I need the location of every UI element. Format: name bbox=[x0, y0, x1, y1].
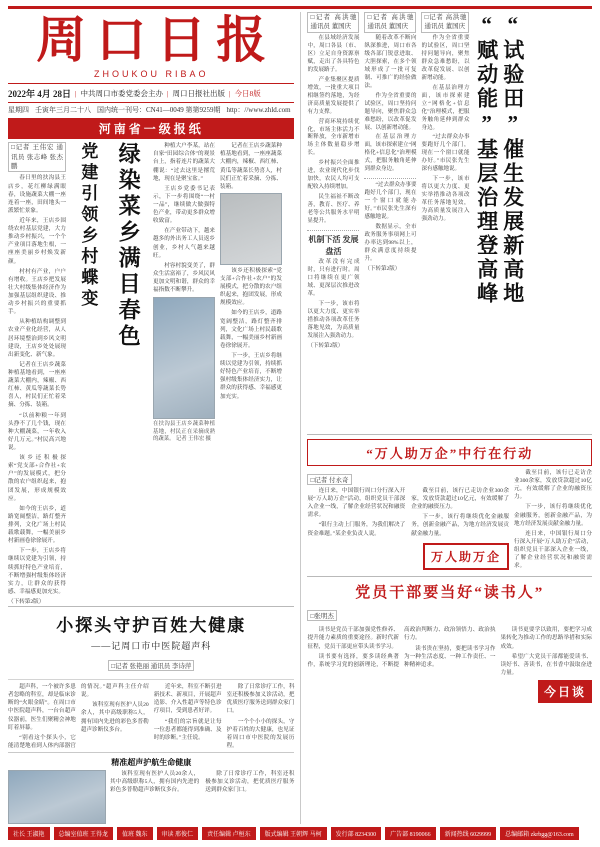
feature-col-2 bbox=[364, 12, 416, 430]
health-article-title: 小探头守护百姓大健康 bbox=[56, 616, 247, 636]
health-inset-p-0: 该科室现有医护人员20余人，其中高级职称5人，拥有国内先进的彩色多普勒超声诊断仪多台。 bbox=[110, 771, 200, 794]
info-rule bbox=[8, 102, 294, 103]
feature-byline-left: □记者 高洪驰 通讯员 董国庆 bbox=[307, 12, 359, 33]
health-p-5: 除了日常诊疗工作，科室还积极参加义诊活动，把优质医疗服务送到群众家门口。 bbox=[226, 684, 295, 715]
footer-item-6: 发行部 8234300 bbox=[331, 827, 382, 840]
feature-col-3 bbox=[421, 12, 469, 430]
footer-item-9: 总编邮箱 zkrbgg@163.com bbox=[500, 827, 579, 840]
left-divider bbox=[8, 606, 294, 607]
commentary-title: 党员干部要当好“读书人” bbox=[355, 585, 545, 602]
page-columns bbox=[8, 12, 592, 824]
health-article-byline: □记者 张艳丽 通讯员 李诗萍 bbox=[108, 660, 194, 671]
footer-item-5: 版式编辑 王朝辉 马柯 bbox=[260, 827, 327, 840]
lead-p-5: “以前种粮一年到头挣不了几个钱，现在种大棚蔬菜，一年收入好几万元。”村民高兴地说。 bbox=[8, 412, 66, 451]
publication-date: 2022年 4月 28日 bbox=[8, 89, 72, 100]
feature-c1-6: 下一步，该市将以更大力度、更实举措推动各项改革任务落地见效，为高质量发展注入强劲动力。 bbox=[307, 301, 360, 340]
footer-item-0: 社长 王淑艳 bbox=[8, 827, 50, 840]
masthead-item-1: 周口日报社出版 bbox=[172, 89, 226, 99]
feature-c2-5: （下转第2版） bbox=[364, 266, 401, 272]
feature-c3-3: 下一步，该市将以更大力度、更实举措推动各项改革任务落地见效，为高质量发展注入强劲动力。 bbox=[421, 176, 470, 223]
health-inset bbox=[8, 752, 294, 824]
lead-c2-2: 在产业带动下，越来越多的外出务工人员返乡创业，乡村人气越来越旺。 bbox=[153, 228, 215, 259]
lead-p-1: 近年来，王店乡围绕农村基层党建，大力推动乡村振兴，一个个产业项目落地生根，一座座美丽乡村焕发新颜。 bbox=[8, 218, 66, 265]
lead-article-col-1 bbox=[8, 142, 66, 605]
bank-side-p-1: 下一步，该行将继续优化金融服务，创新金融产品，为地方经济发展贡献金融力量。 bbox=[514, 504, 592, 527]
masthead-item-0: 中共周口市委党委会主办 bbox=[80, 89, 164, 99]
health-p-0: 超声科，一个被许多患者忽略的科室，却是临床诊断的“火眼金睛”。在周口市中医院超声科，一台台超声仪器前，医生们聚精会神地盯着屏幕。 bbox=[8, 684, 76, 731]
lead-vertical-title-wrap bbox=[108, 142, 148, 602]
masthead-item-2: 今日8版 bbox=[234, 89, 261, 99]
footer-item-3: 审读 邢俊仁 bbox=[157, 827, 199, 840]
left-column bbox=[8, 12, 294, 824]
lead-article-photo-2 bbox=[220, 193, 282, 265]
lead-c3-1: 该乡还积极探索“党支部+合作社+农户”的发展模式，把分散的农户组织起来，抱团发展，形成规模效应。 bbox=[220, 267, 282, 307]
lead-article-photo-caption: 在扶沟县王店乡蔬菜种植基地，村民正在采摘成熟的蔬菜。 记者 王伟宏 摄 bbox=[153, 421, 215, 443]
lead-c3-0: 记者在王店乡蔬菜种植基地看到，一座座蔬菜大棚内，辣椒、西红柿、黄瓜等蔬菜长势喜人，村民们正忙着采摘、分拣、装箱。 bbox=[220, 143, 282, 190]
lead-article-col-2 bbox=[153, 142, 215, 602]
feature-c3-2: “过去群众办事要跑好几个部门，现在一个窗口就能办好。”市民张先生深有感触地说。 bbox=[421, 134, 470, 173]
lead-c2-3: 村容村貌变美了，群众生活富裕了，乡风民风更加文明和谐，群众的幸福指数不断攀升。 bbox=[153, 262, 215, 294]
lead-p-8: 下一步，王店乡将继续以党建为引领，持续抓好特色产业培育，不断增强村级集体经济实力，让群众的获得感、幸福感更加充实。 bbox=[8, 548, 66, 595]
feature-c1-2: 营商环境持续优化，市场主体活力不断释放，全市新增市场主体数量稳步增长。 bbox=[307, 118, 360, 157]
lead-p-7: 如今的王店乡，道路宽阔整洁，路灯整齐排列，文化广场上村民载歌载舞，一幅美丽乡村新画卷徐徐展开。 bbox=[8, 505, 66, 545]
lead-article-left bbox=[8, 142, 294, 605]
health-article-subtitle: ——记周口市中医院超声科 bbox=[91, 641, 212, 652]
bank-article bbox=[307, 439, 592, 572]
lead-article-subtitle: 党建引领乡村蝶变 bbox=[78, 142, 98, 311]
bank-p-0: 连日来，中国银行周口分行深入开展“万人助万企”活动，组织党员干部深入企业一线，了解企业经营状况和融资需求。 bbox=[307, 488, 406, 519]
masthead bbox=[8, 12, 294, 79]
lead-p-3: 从种植结构调整到农业产业化经营，从人居环境整治到乡风文明建设，王店乡处处展现出新变化、新气象。 bbox=[8, 319, 66, 358]
health-p-3: 近年来，科室不断引进新技术、新项目，开展超声造影、介入性超声等特色诊疗项目，受到患者好评。 bbox=[153, 684, 222, 715]
right-divider-2 bbox=[307, 576, 592, 577]
health-inset-p-1: 除了日常诊疗工作，科室还积极参加义诊活动，把优质医疗服务送到群众家门口。 bbox=[205, 771, 295, 794]
feature-title-line-2: “赋动能”基层治理登高峰 bbox=[474, 12, 499, 306]
lead-horizontal-title-wrap bbox=[71, 142, 103, 602]
commentary-p-0: 读书是党员干部加强党性修养、提升能力素质的重要途径。新时代新征程，党员干部更应带头读书学习。 bbox=[307, 627, 399, 650]
lunar-date: 壬寅年三月二十八 bbox=[35, 106, 91, 115]
page-footer bbox=[8, 827, 592, 840]
lead-c2-0: 种植大户李某，站在自家“田园综合体”的观景台上，指着连片的蔬菜大棚说：“过去这里是撂荒地，现在是聚宝盆。” bbox=[153, 143, 215, 182]
feature-article bbox=[307, 12, 592, 430]
commentary-byline: □张明杰 bbox=[307, 610, 336, 621]
right-column bbox=[300, 12, 592, 824]
feature-c2-2: 在基层治理方面，该市探索建立“网格化+信息化”治理模式，把服务触角延伸到群众身边。 bbox=[364, 134, 417, 173]
feature-byline-right: □记者 高洪驰 通讯员 董国庆 bbox=[421, 12, 469, 33]
feature-c2-4: 数据显示，全市政务服务事项网上可办率达到98%以上，群众满意度持续提升。 bbox=[364, 224, 417, 263]
bank-p-3: 下一步，该行将继续优化金融服务，创新金融产品，为地方经济发展贡献金融力量。 bbox=[411, 514, 509, 537]
masthead-info-line-2 bbox=[8, 104, 294, 116]
feature-c1-7: （下转第2版） bbox=[307, 343, 344, 349]
feature-c2-0: 随着改革不断向纵深推进，周口市各级各部门锐意进取、大胆探索，在多个领域形成了一批可复制、可推广的经验做法。 bbox=[364, 34, 417, 89]
lead-c2-1: 王店乡党委书记表示，下一步将围绕“一村一品”，继续做大做强特色产业，带动更多群众增收致富。 bbox=[153, 185, 215, 225]
bank-p-2: 截至目前，该行已走访企业300余家，发放贷款超过10亿元，有效缓解了企业的融资压力。 bbox=[411, 488, 509, 511]
lead-p-2: 村村有产业，户户有增收。王店乡把发展壮大村级集体经济作为加强基层组织建设、推动乡村振兴的重要抓手。 bbox=[8, 268, 66, 316]
health-p-2: 该科室现有医护人员20余人，其中高级职称5人，拥有国内先进的彩色多普勒超声诊断仪多台。 bbox=[80, 702, 149, 733]
commentary-body bbox=[307, 626, 592, 677]
feature-c1-3: 乡村振兴全面推进，农业现代化步伐加快，农民人均可支配收入持续增加。 bbox=[307, 160, 360, 191]
feature-c1-0: 在县域经济发展中，周口各县（市、区）立足自身资源禀赋，走出了各具特色的发展路子。 bbox=[307, 34, 360, 73]
feature-title-wrap bbox=[474, 12, 524, 430]
website-url[interactable]: http：//www.zhld.com bbox=[226, 106, 291, 115]
commentary-column-stamp: 今日谈 bbox=[538, 680, 592, 703]
footer-item-1: 总编室值班 王得龙 bbox=[54, 827, 114, 840]
weekday: 星期四 bbox=[8, 106, 29, 115]
footer-item-2: 值班 魏东 bbox=[117, 827, 153, 840]
footer-item-8: 新闻热线 6029999 bbox=[440, 827, 497, 840]
bank-article-title: “万人助万企”中行在行动 bbox=[307, 439, 592, 466]
lead-article-byline: □记者 王伟宏 通讯员 张志峰 张杰鹏 bbox=[8, 142, 66, 172]
commentary-p-1: 读书要有选择，要多读经典著作，系统学习党的创新理论，不断提高政治判断力、政治领悟力、政治执行力。 bbox=[307, 627, 496, 668]
lead-article-photo bbox=[153, 297, 215, 419]
feature-c2-1: 作为全省重要的试验区，周口坚持问题导向，聚焦群众急难愁盼，以改革促发展、以创新增动能。 bbox=[364, 92, 417, 131]
masthead-info-line: 2022年 4月 28日 | 中共周口市委党委会主办 | 周口日报社出版 | 今日8版 bbox=[8, 89, 261, 100]
lead-article-col-3 bbox=[220, 142, 282, 602]
commentary-article bbox=[307, 581, 592, 824]
feature-dotline-1 bbox=[307, 229, 359, 231]
footer-item-4: 责任编辑 卢桓东 bbox=[202, 827, 256, 840]
health-divider bbox=[8, 679, 294, 680]
right-divider-1 bbox=[307, 434, 592, 435]
feature-c2-3: “过去群众办事要跑好几个部门，现在一个窗口就能办好。”市民张先生深有感触地说。 bbox=[364, 182, 417, 221]
health-inset-title: 精准超声护航生命健康 bbox=[111, 758, 192, 767]
lead-p-4: 记者在王店乡蔬菜种植基地看到，一座座蔬菜大棚内，辣椒、西红柿、黄瓜等蔬菜长势喜人，村民们正忙着采摘、分拣、装箱。 bbox=[8, 361, 66, 409]
feature-title-line-1: “试验田”催生发展新高地 bbox=[500, 12, 525, 306]
health-p-1: “别看这个探头小，它能清楚地看到人体内部器官的情况。”超声科主任介绍说。 bbox=[8, 684, 149, 749]
bank-campaign-stamp: 万人助万企 bbox=[423, 543, 509, 570]
health-article-body bbox=[8, 683, 294, 750]
newspaper-title: 周口日报 bbox=[36, 12, 277, 68]
feature-c1-4: 民生福祉不断改善，教育、医疗、养老等公共服务水平明显提升。 bbox=[307, 194, 360, 225]
health-photo bbox=[8, 770, 106, 824]
top-red-rule bbox=[8, 6, 592, 9]
lead-p-0: 春日里的扶沟县王店乡，花红柳绿满眼春，设施蔬菜大棚一座连着一座，田间地头一派繁忙景象。 bbox=[8, 175, 66, 214]
bank-p-1: “银行主动上门服务，为我们解决了资金难题。”某企业负责人说。 bbox=[307, 522, 406, 537]
lead-p-6: 该乡还积极探索“党支部+合作社+农户”的发展模式，把分散的农户组织起来，抱团发展，形成规模效应。 bbox=[8, 455, 66, 502]
commentary-p-4: 希望广大党员干部都能爱读书、读好书、善读书，在书香中汲取奋进力量。 bbox=[500, 653, 592, 676]
masthead-banner: 河南省一级报纸 bbox=[8, 118, 294, 139]
health-p-6: 一个个小小的探头，守护着百姓的大健康，也见证着周口市中医院的发展历程。 bbox=[226, 718, 295, 749]
bank-side-p-0: 截至目前，该行已走访企业300余家，发放贷款超过10亿元，有效缓解了企业的融资压力。 bbox=[514, 470, 592, 501]
feature-c3-1: 在基层治理方面，该市探索建立“网格化+信息化”治理模式，把服务触角延伸到群众身边。 bbox=[421, 84, 470, 131]
commentary-p-2: 读书贵在坚持，要把读书学习作为一种生活态度、一种工作责任、一种精神追求。 bbox=[403, 645, 496, 668]
issue-number: 国内统一刊号：CN41—0049 第第9259期 bbox=[97, 106, 221, 115]
bank-side-col bbox=[514, 469, 592, 572]
masthead-rule bbox=[8, 83, 294, 85]
bank-side-p-2: 连日来，中国银行周口分行深入开展“万人助万企”活动，组织党员干部深入企业一线，了解企业经营状况和融资需求。 bbox=[514, 530, 592, 570]
feature-dotline-2 bbox=[364, 177, 416, 179]
feature-c3-0: 作为全省重要的试验区，周口坚持问题导向，聚焦群众急难愁盼，以改革促发展、以创新增动能。 bbox=[421, 34, 470, 81]
health-p-4: “我们的宗旨就是让每一位患者都能得到准确、及时的诊断。”主任说。 bbox=[153, 718, 222, 741]
health-article bbox=[8, 611, 294, 824]
feature-c1-5: 改革没有完成时，只有进行时。周口将继续在更广领域、更深层次推进改革。 bbox=[307, 259, 360, 298]
lead-c3-3: 下一步，王店乡将继续以党建为引领，持续抓好特色产业培育，不断增强村级集体经济实力，让群众的获得感、幸福感更加充实。 bbox=[220, 352, 282, 400]
lead-c3-2: 如今的王店乡，道路宽阔整洁，路灯整齐排列，文化广场上村民载歌载舞，一幅美丽乡村新画卷徐徐展开。 bbox=[220, 310, 282, 349]
bank-article-byline: □记者 付永奇 bbox=[307, 474, 351, 485]
bank-article-body bbox=[307, 487, 509, 540]
lead-article-title: 绿染菜乡满目春色 bbox=[116, 142, 142, 351]
lead-p-9: （下转第2版） bbox=[8, 598, 45, 605]
footer-item-7: 广告部 8190066 bbox=[385, 827, 436, 840]
feature-col-1 bbox=[307, 12, 359, 430]
feature-byline-mid: □记者 高洪驰 通讯员 董国庆 bbox=[364, 12, 416, 33]
feature-c1-1: 产业集聚区提质增效，一批重大项目相继签约落地，为经济高质量发展提供了有力支撑。 bbox=[307, 76, 360, 115]
feature-subsection-title: 机制下活 发展盘活 bbox=[308, 235, 359, 256]
commentary-p-3: 读书更要学以致用，要把学习成果转化为推动工作的思路举措和实际成效。 bbox=[500, 627, 592, 650]
newspaper-pinyin: ZHOUKOU RIBAO bbox=[93, 68, 209, 79]
